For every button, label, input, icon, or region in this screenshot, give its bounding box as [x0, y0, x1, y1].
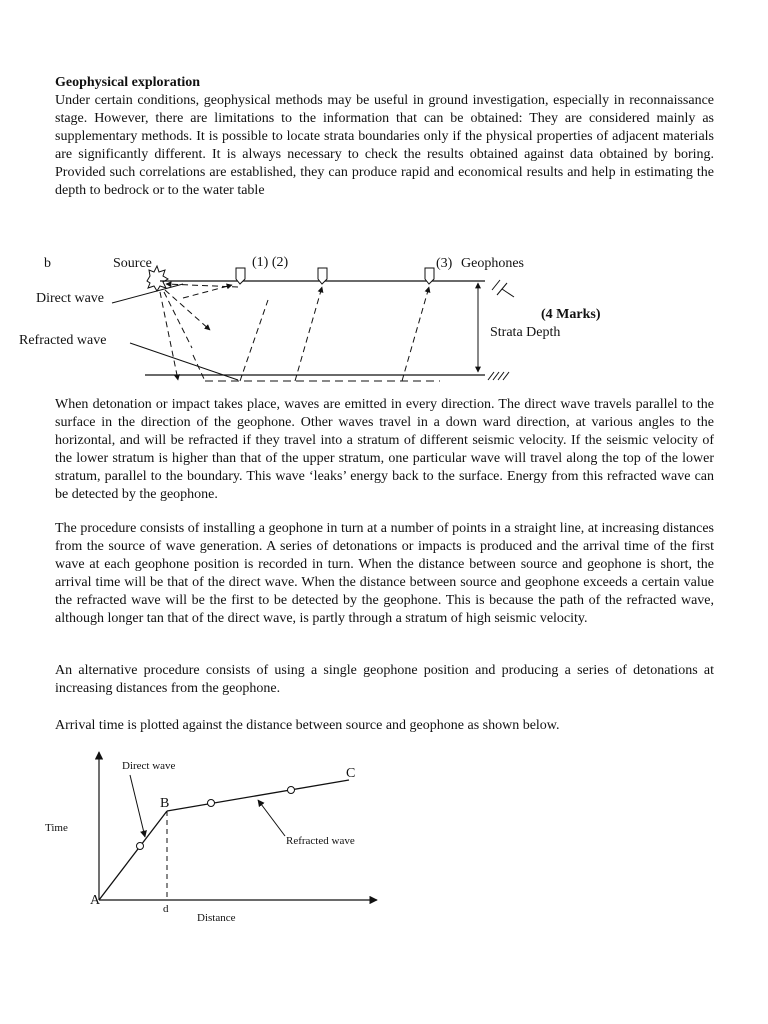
geophone-1-2-label: (1) (2)	[252, 255, 289, 270]
diagram-label-b: b	[44, 256, 51, 271]
paragraph-intro: Under certain conditions, geophysical methods may be useful in ground investigation, especially in reconnaissance stage. However, there are limitations to the information that can be obtained: They are considered mainly as supplementary methods. It is possible to locate strata boundaries only if the physical properties of adjacent materials are significantly different. It is always necessary to check the results obtained against data obtained by boring. Provided such correlations are established, they can produce rapid and economical results and help in estimating the depth to bedrock or to the water table	[55, 93, 714, 198]
direct-wave-pointer	[130, 775, 145, 837]
point-b-label: B	[160, 796, 170, 811]
direct-wave-label: Direct wave	[36, 291, 105, 306]
point-a-label: A	[90, 893, 101, 908]
source-label: Source	[113, 256, 152, 271]
paragraph-waves: When detonation or impact takes place, waves are emitted in every direction. The direct wave travels parallel to the surface in the direction of the geophone. Other waves travel in a down ward direction, at various angles to the horizontal, and will be refracted if they travel into a stratum of different seismic velocity. If the seismic velocity of the lower stratum is higher than that of the upper stratum, one particular wave will travel along the top of the lower stratum, parallel to the boundary. This wave ‘leaks’ energy back to the surface. Energy from this refracted wave can be detected by the geophone.	[55, 397, 714, 502]
refracted-wave-label: Refracted wave	[19, 333, 107, 348]
data-point	[208, 800, 215, 807]
paragraph-alternative: An alternative procedure consists of using a single geophone position and producing a series of detonations at increasing distances from the geophone.	[55, 663, 714, 696]
refracted-wave-pointer	[258, 800, 285, 836]
x-axis-label: Distance	[197, 912, 236, 924]
paragraph-procedure: The procedure consists of installing a geophone in turn at a number of points in a straight line, at increasing distances from the source of wave generation. A series of detonations or impacts is produced and the arrival time of the first wave at each geophone position is recorded in turn. When the distance between source and geophone is short, the arrival time will be that of the direct wave. When the distance between source and geophone exceeds a certain value the refracted wave will be the first to be detected by the geophone. This is because the path of the refracted wave, although longer tan that of the direct wave, is partly through a stratum of high seismic velocity.	[55, 521, 714, 626]
geophone-3-label: (3)	[436, 256, 453, 271]
point-c-label: C	[346, 766, 356, 781]
direct-wave-line	[99, 811, 167, 900]
geophones-label: Geophones	[461, 256, 524, 271]
marks-label: (4 Marks)	[541, 307, 601, 322]
strata-depth-label: Strata Depth	[490, 325, 561, 340]
section-heading: Geophysical exploration	[55, 75, 201, 90]
y-axis-label: Time	[45, 822, 68, 834]
refracted-wave-line	[167, 780, 349, 811]
graph-refracted-wave-label: Refracted wave	[286, 835, 355, 847]
paragraph-plot-intro: Arrival time is plotted against the distance between source and geophone as shown below.	[55, 718, 560, 733]
data-point	[288, 787, 295, 794]
graph-direct-wave-label: Direct wave	[122, 760, 176, 772]
data-point	[137, 843, 144, 850]
point-d-label: d	[163, 903, 169, 915]
